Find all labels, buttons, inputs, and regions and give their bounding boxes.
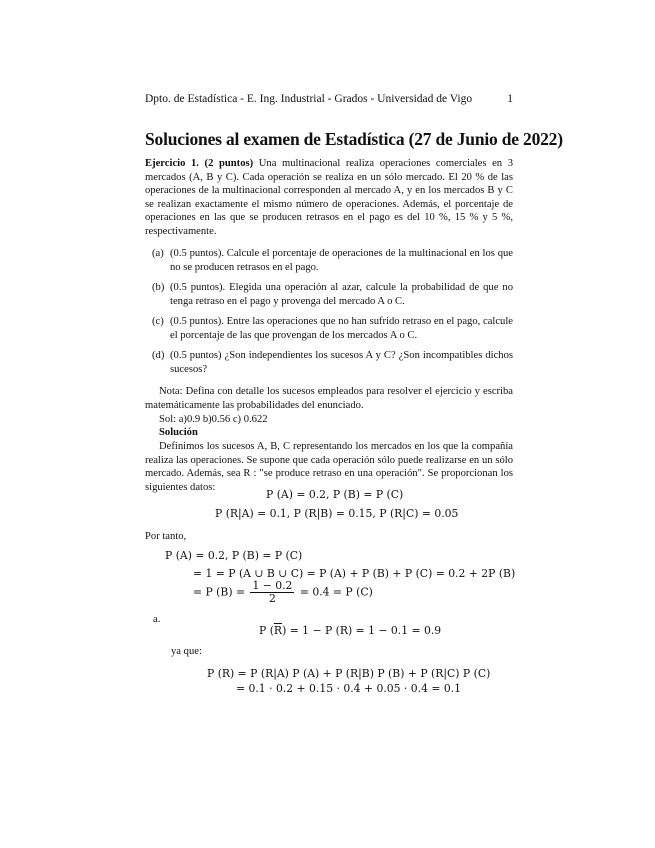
list-item (152, 247, 513, 274)
exercise-statement (145, 157, 513, 239)
note-paragraph: Nota: Defina con detalle los sucesos empleados para resolver el ejercicio y escriba matemáticamente las probabilidades del enunciado. (145, 386, 513, 411)
item-label: (d) (152, 350, 165, 361)
item-text: (0.5 puntos). Calcule el porcentaje de operaciones de la multinacional en los que no se producen retrasos en el pago. (170, 248, 513, 273)
item-text: (0.5 puntos). Entre las operaciones que no han sufrido retraso en el pago, calcule el porcentaje de las que provengan de los mercados A o C. (170, 316, 513, 341)
equation-derive-3 (193, 580, 373, 605)
exercise-text: Una multinacional realiza operaciones comerciales en 3 mercados (A, B y C). Cada operación se realiza en un sólo mercado. El 20 % de las operaciones de la multinacional corresponden al mercado A, y en los mercados B y C se realizan exactamente el mismo número de operaciones. Además, el porcentaje de operaciones en las que se producen retrasos en el pago es del 10 %, 15 % y 5 %, respectivamente. (145, 158, 513, 237)
equation-given-1: P (A) = 0.2, P (B) = P (C) (266, 488, 404, 501)
page-number: 1 (507, 93, 513, 105)
item-text: (0.5 puntos). Elegida una operación al azar, calcule la probabilidad de que no tenga retraso en el pago y provenga del mercado A o C. (170, 282, 513, 307)
fraction-denominator: 2 (268, 592, 276, 605)
list-item (152, 281, 513, 308)
list-item (152, 349, 513, 376)
part-a-label: a. (153, 614, 161, 625)
header-text: Dpto. de Estadística - E. Ing. Industrial - Grados - Universidad de Vigo (145, 93, 473, 105)
eq-pre: = P (B) = (193, 585, 246, 599)
equation-total-prob-2: = 0.1 · 0.2 + 0.15 · 0.4 + 0.05 · 0.4 = 0.1 (236, 682, 462, 695)
equation-part-a (259, 624, 441, 637)
solution-heading: Solución (159, 427, 198, 438)
exercise-lead: Ejercicio 1. (2 puntos) (145, 158, 254, 169)
fraction-numerator: 1 − 0.2 (252, 579, 293, 592)
equation-derive-1: P (A) = 0.2, P (B) = P (C) (165, 549, 303, 562)
equation-derive-2: = 1 = P (A ∪ B ∪ C) = P (A) + P (B) + P (C) = 0.2 + 2P (B) (193, 567, 516, 580)
item-text: (0.5 puntos) ¿Son independientes los sucesos A y C? ¿Son incompatibles dichos sucesos? (170, 350, 513, 375)
running-header (145, 93, 513, 105)
list-item (152, 315, 513, 342)
complement-r: $\overline{R}$ (273, 624, 283, 637)
item-label: (a) (152, 248, 164, 259)
equation-total-prob-1: P (R) = P (R|A) P (A) + P (R|B) P (B) + P (R|C) P (C) (207, 667, 491, 680)
equation-given-2: P (R|A) = 0.1, P (R|B) = 0.15, P (R|C) = 0.05 (215, 507, 459, 520)
eq-pre: P ( (259, 624, 274, 637)
page-title: Soluciones al examen de Estadística (27 de Junio de 2022) (145, 129, 563, 149)
ya-que-text: ya que: (171, 646, 202, 657)
eq-post: = 0.4 = P (C) (299, 585, 373, 599)
solution-paragraph: Definimos los sucesos A, B, C representando los mercados en los que la compañía realiza las operaciones. Se supone que cada operación sólo puede realizarse en un sólo mercado. Además, sea R : "se produce retraso en una operación". Se proporcionan los siguientes datos: (145, 441, 513, 493)
item-label: (c) (152, 316, 164, 327)
fraction (250, 580, 294, 605)
item-label: (b) (152, 282, 165, 293)
por-tanto-text: Por tanto, (145, 531, 187, 542)
eq-post: ) = 1 − P (R) = 1 − 0.1 = 0.9 (282, 624, 442, 637)
answers-line: Sol: a)0.9 b)0.56 c) 0.622 (159, 414, 268, 425)
